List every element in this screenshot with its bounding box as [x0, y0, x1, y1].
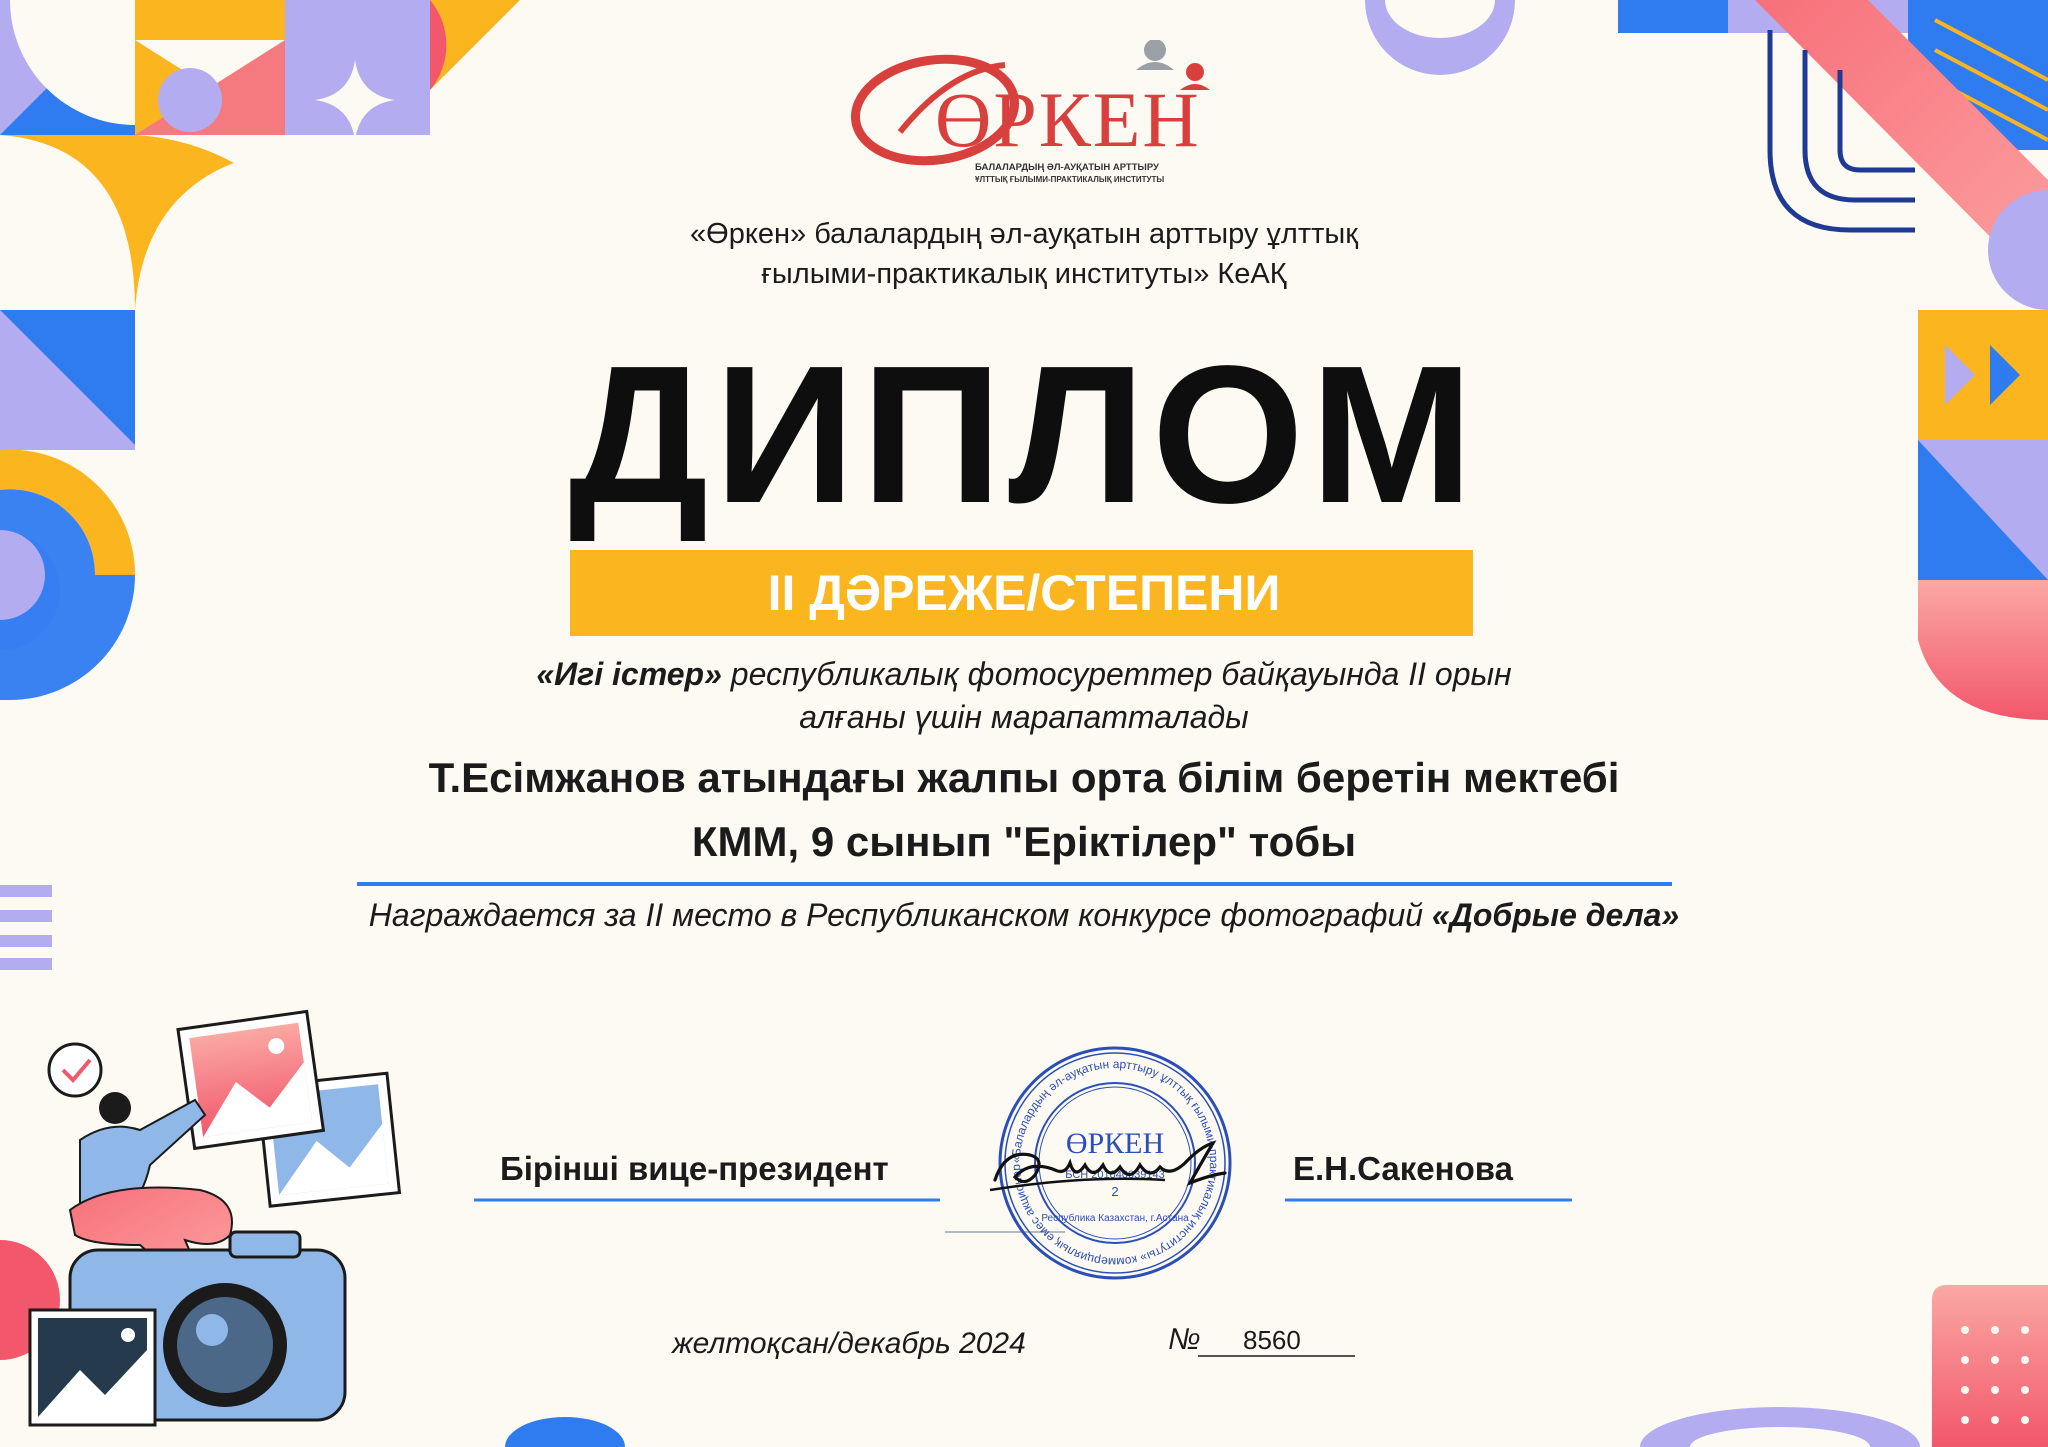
stamp-brand: ӨРКЕН [1065, 1127, 1165, 1160]
award-kz-line-1 [0, 656, 2048, 693]
photographer-illustration [0, 1011, 625, 1447]
recipient-line-2: КММ, 9 сынып "Еріктілер" тобы [691, 818, 1357, 865]
diploma-number: 8560 [1243, 1325, 1301, 1355]
stamp-bottom-text: Республика Казахстан, г.Астана [1041, 1213, 1189, 1224]
signatory-position: Бірінші вице-президент [500, 1150, 889, 1187]
diploma-title: ДИПЛОМ [568, 325, 1480, 544]
logo-subline-2: ҰЛТТЫҚ ҒЫЛЫМИ-ПРАКТИКАЛЫҚ ИНСТИТУТЫ [975, 175, 1165, 184]
recipient-line-1: Т.Есімжанов атындағы жалпы орта білім беретін мектебі [428, 754, 1620, 801]
stamp-number: 2 [1111, 1184, 1119, 1199]
stamp-bin: БСН 201040039143 [1065, 1169, 1165, 1181]
contest-name-kz: «Игі істер» [536, 656, 722, 692]
degree-label: II ДӘРЕЖЕ/СТЕПЕНИ [767, 565, 1281, 621]
award-kz-line-2: алғаны үшін марапатталады [799, 699, 1249, 735]
institute-logo [840, 40, 1220, 190]
contest-name-ru: «Добрые дела» [1431, 897, 1680, 933]
bottom-right-pattern [1640, 1285, 2048, 1447]
signatory-name: Е.Н.Сакенова [1293, 1150, 1513, 1187]
stamp-ring-text: «Балалардың әл-ауқатын арттыру ұлттық ғылыми-практикалық институты» коммерциялық емес акционер [1008, 1056, 1222, 1270]
award-ru-text: Награждается за II место в Республиканском конкурсе фотографий [368, 897, 1432, 933]
handwritten-signature [985, 1125, 1235, 1205]
logo-brand: ӨРКЕН [935, 76, 1201, 163]
organization-line-1: «Өркен» балалардың әл-ауқатын арттыру ұлттық [690, 218, 1358, 250]
award-kz-text: республикалық фотосуреттер байқауында II орын [721, 656, 1512, 692]
organization-line-2: ғылыми-практикалық институты» КеАҚ [761, 258, 1287, 290]
award-ru-line [0, 897, 2048, 934]
number-label: № [1168, 1323, 1201, 1356]
logo-subline-1: БАЛАЛАРДЫҢ ӘЛ-АУҚАТЫН АРТТЫРУ [975, 162, 1159, 173]
issue-date: желтоқсан/декабрь 2024 [672, 1327, 1026, 1360]
